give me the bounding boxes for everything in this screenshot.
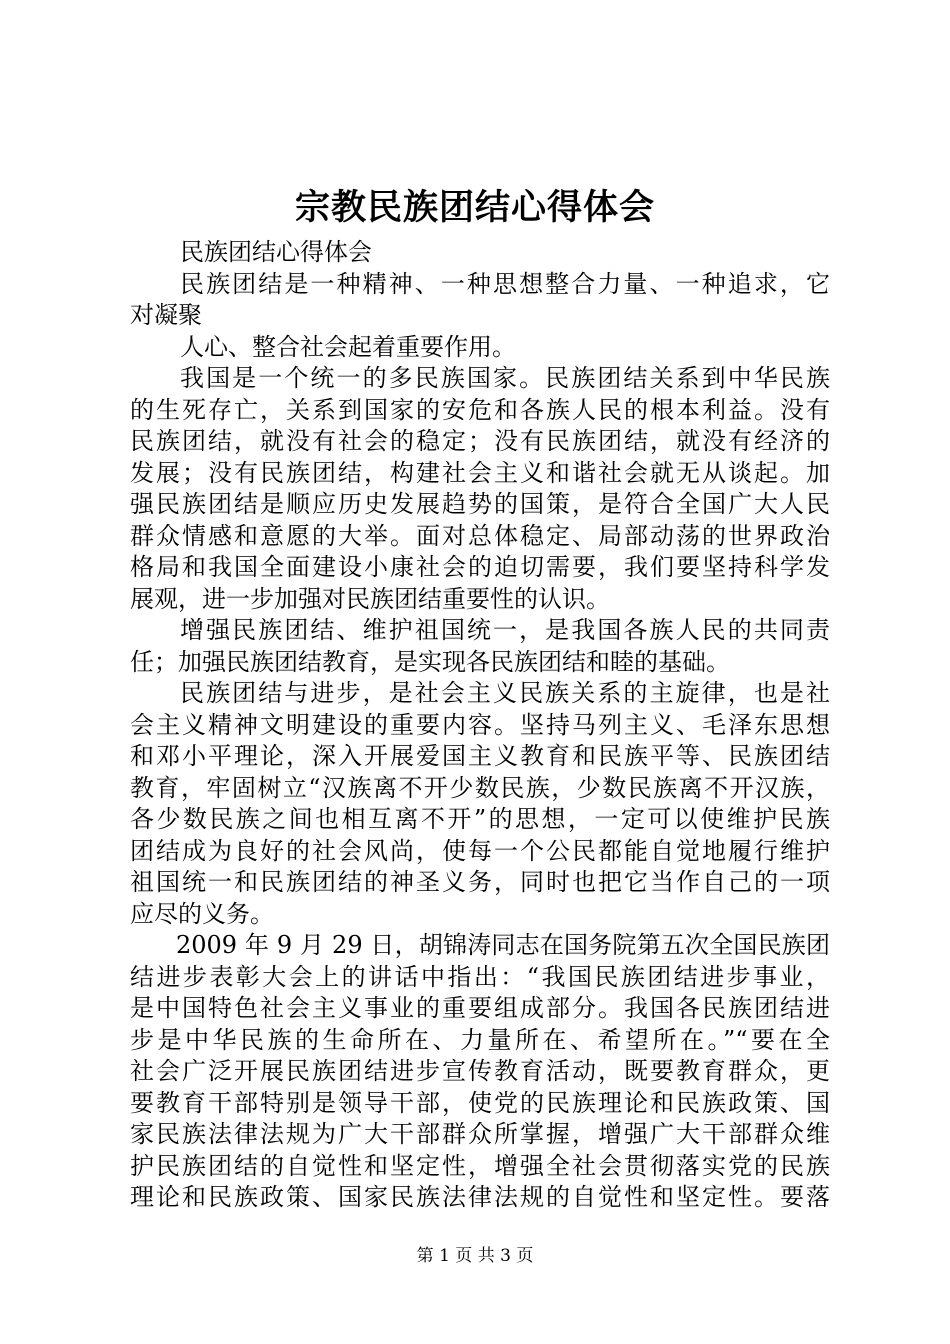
text-line: 我国是一个统一的多民族国家。民族团结关系到中华民族	[180, 364, 830, 392]
text-line: 是中国特色社会主义事业的重要组成部分。我国各民族团结进	[130, 994, 830, 1022]
text-line: 对凝聚	[130, 301, 202, 329]
text-line: 祖国统一和民族团结的神圣义务，同时也把它当作自己的一项	[130, 868, 830, 896]
text-line: 2009 年 9 月 29 日，胡锦涛同志在国务院第五次全国民族团	[176, 931, 830, 959]
text-line: 教育，牢固树立“汉族离不开少数民族，少数民族离不开汉族，	[130, 773, 830, 802]
text-line: 格局和我国全面建设小康社会的迫切需要，我们要坚持科学发	[130, 553, 830, 581]
text-line: 结进步表彰大会上的讲话中指出：“我国民族团结进步事业，	[130, 962, 830, 991]
text-line: 护民族团结的自觉性和坚定性，增强全社会贯彻落实党的民族	[130, 1151, 830, 1180]
text-line: 发展；没有民族团结，构建社会主义和谐社会就无从谈起。加	[130, 458, 830, 487]
document-body	[130, 237, 830, 1214]
page-title: 宗教民族团结心得体会	[294, 187, 655, 228]
page-footer: 第 1 页 共 3 页	[416, 1246, 534, 1266]
text-line: 强民族团结是顺应历史发展趋势的国策，是符合全国广大人民	[130, 490, 830, 518]
text-line: 展观，进一步加强对民族团结重要性的认识。	[130, 584, 610, 613]
text-line: 步是中华民族的生命所在、力量所在、希望所在。”“要在全	[130, 1025, 830, 1054]
text-line: 民族团结与进步，是社会主义民族关系的主旋律，也是社	[180, 679, 830, 707]
text-line: 和邓小平理论，深入开展爱国主义教育和民族平等、民族团结	[130, 742, 830, 770]
text-line: 应尽的义务。	[130, 899, 274, 928]
text-line: 民族团结是一种精神、一种思想整合力量、一种追求，它	[180, 269, 830, 298]
text-line: 各少数民族之间也相互离不开”的思想，一定可以使维护民族	[130, 805, 830, 833]
text-line: 团结成为良好的社会风尚，使每一个公民都能自觉地履行维护	[130, 836, 830, 865]
text-line: 的生死存亡，关系到国家的安危和各族人民的根本利益。没有	[130, 395, 830, 424]
text-line: 会主义精神文明建设的重要内容。坚持马列主义、毛泽东思想	[130, 710, 830, 739]
text-line: 人心、整合社会起着重要作用。	[180, 332, 516, 361]
text-line: 增强民族团结、维护祖国统一，是我国各族人民的共同责	[180, 616, 830, 644]
text-line: 民族团结，就没有社会的稳定；没有民族团结，就没有经济的	[130, 427, 830, 455]
text-line: 要教育干部特别是领导干部，使党的民族理论和民族政策、国	[130, 1088, 830, 1117]
text-line: 家民族法律法规为广大干部群众所掌握，增强广大干部群众维	[130, 1120, 830, 1148]
text-line: 社会广泛开展民族团结进步宣传教育活动，既要教育群众，更	[130, 1057, 830, 1085]
text-line: 民族团结心得体会	[180, 238, 372, 266]
text-line: 群众情感和意愿的大举。面对总体稳定、局部动荡的世界政治	[130, 521, 830, 550]
text-line: 任；加强民族团结教育，是实现各民族团结和睦的基础。	[130, 647, 730, 676]
text-line: 理论和民族政策、国家民族法律法规的自觉性和坚定性。要落	[130, 1183, 830, 1211]
